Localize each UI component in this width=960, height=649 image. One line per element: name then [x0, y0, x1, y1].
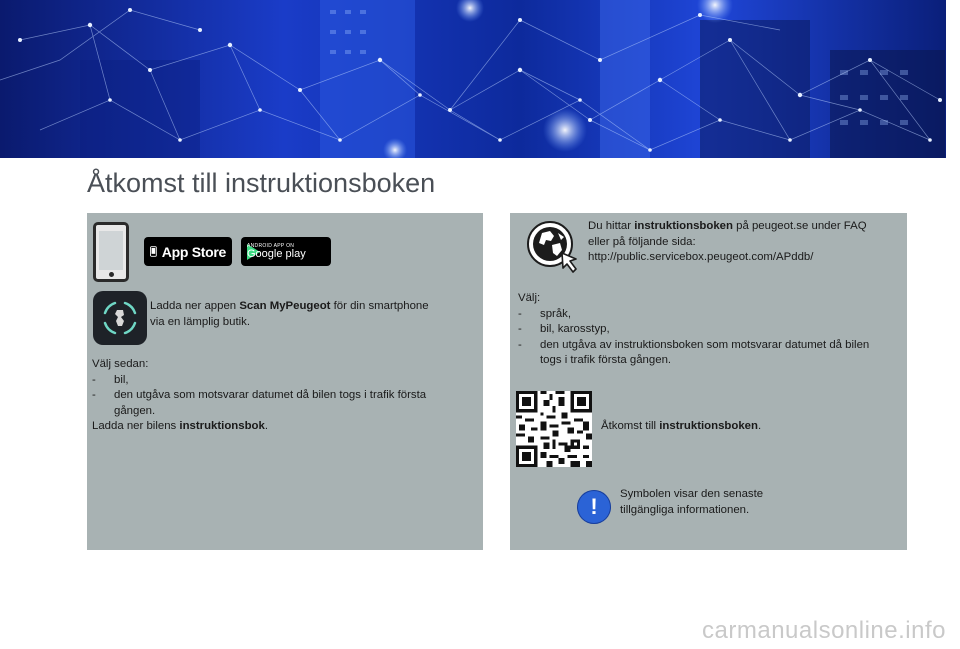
google-play-badge[interactable]	[241, 237, 331, 266]
servicebox-url[interactable]: http://public.servicebox.peugeot.com/APddb/	[588, 251, 814, 263]
app-download-panel	[87, 213, 483, 550]
qr-code[interactable]	[516, 391, 592, 467]
page-title: Åtkomst till instruktionsboken	[87, 168, 436, 198]
steps-heading: Välj sedan:	[92, 358, 149, 370]
scan-mypeugeot-app-icon	[93, 291, 147, 345]
choose-heading: Välj:	[518, 292, 541, 304]
watermark: carmanualsonline.info	[702, 617, 946, 644]
choose-steps-list	[518, 291, 903, 369]
app-store-badge[interactable]	[144, 237, 232, 266]
manual-bold: instruktionsbok	[179, 420, 265, 432]
smartphone-icon	[93, 222, 129, 282]
list-item: - bil, karosstyp,	[518, 323, 610, 335]
google-play-small-label: ANDROID APP ON	[247, 242, 295, 249]
app-store-label: App Store	[161, 243, 226, 260]
peugeot-lion-icon	[93, 291, 147, 345]
qr-instruction: Åtkomst till instruktionsboken.	[601, 420, 762, 432]
web-access-instruction: Du hittar instruktionsboken på peugeot.se under FAQ eller på följande sida: http://public.servicebox.peugeot.com/APddb/	[588, 219, 898, 266]
header-banner-image	[0, 0, 946, 158]
globe-cursor-icon	[524, 219, 582, 277]
app-steps-list: Välj sedan: - bil, - den utgåva som motsvarar datumet då bilen togs i trafik första gången. Ladda ner bilens instruktionsbok.	[92, 357, 472, 435]
google-play-label: Google play	[247, 247, 306, 260]
info-exclamation-icon: !	[577, 490, 611, 524]
network-city-illustration	[0, 0, 946, 158]
phone-glyph-icon	[150, 243, 157, 260]
list-item: - bil,	[92, 373, 129, 386]
info-symbol-note: Symbolen visar den senaste tillgängliga informationen.	[620, 488, 764, 516]
web-access-panel	[510, 213, 907, 550]
list-item: - språk,	[518, 307, 572, 320]
app-download-instruction: Ladda ner appen Scan MyPeugeot för din smartphone via en lämplig butik.	[150, 300, 429, 328]
app-name: Scan MyPeugeot	[239, 300, 331, 312]
list-item: - den utgåva som motsvarar datumet då bilen togs i trafik första gången.	[92, 389, 427, 417]
list-item: - den utgåva av instruktionsboken som motsvarar datumet då bilen togs i trafik första gången.	[518, 338, 870, 366]
